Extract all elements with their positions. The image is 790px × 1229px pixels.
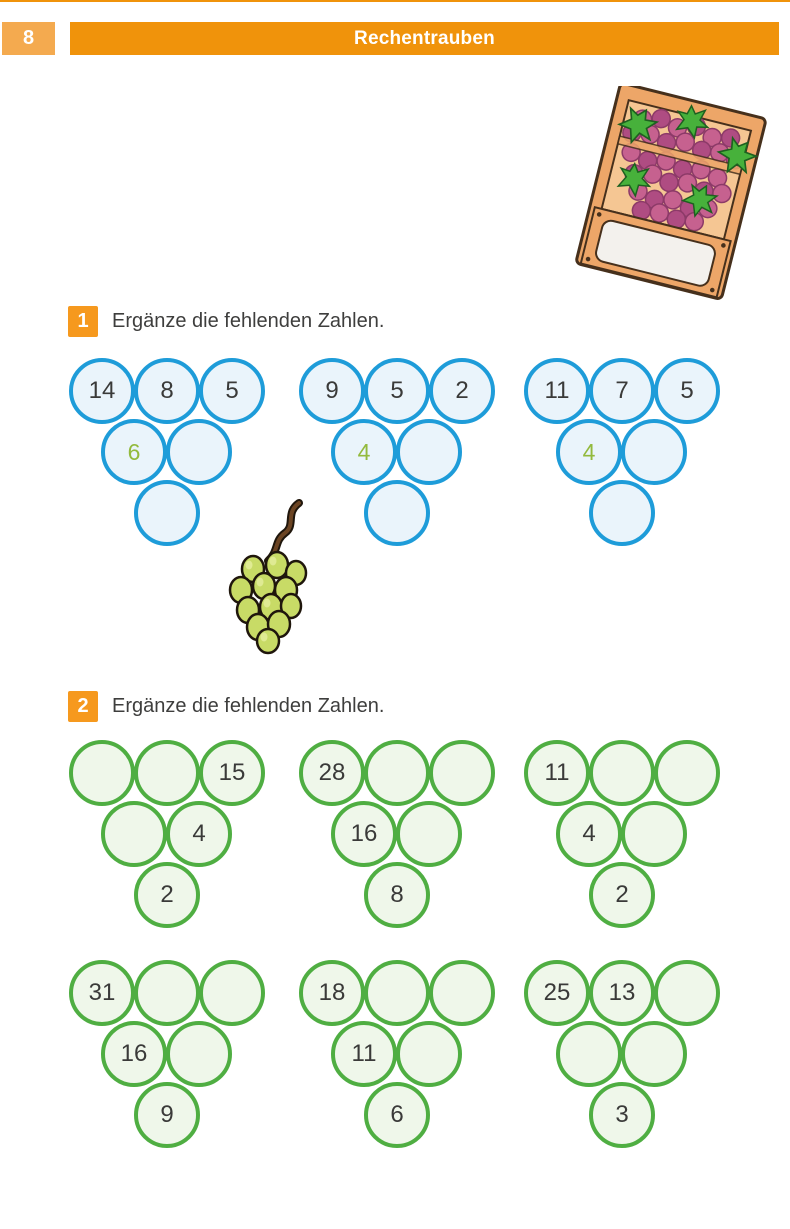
cell-value: 11	[544, 377, 570, 404]
pyramid-cell	[589, 358, 655, 424]
pyramid-cell	[589, 960, 655, 1026]
pyramid-cell	[134, 960, 200, 1026]
green-pyramid-3	[524, 740, 720, 928]
pyramid-cell	[69, 740, 135, 806]
green-pyramid-4	[69, 960, 265, 1148]
pyramid-cell	[621, 801, 687, 867]
cell-value: 6	[390, 1101, 404, 1128]
pyramid-cell	[69, 960, 135, 1026]
pyramid-cell	[364, 358, 430, 424]
exercise-2-number-badge: 2	[68, 691, 98, 722]
pyramid-cell	[331, 419, 397, 485]
pyramid-cell	[396, 1021, 462, 1087]
cell-value: 7	[615, 377, 629, 404]
cell-value: 13	[608, 979, 636, 1006]
pyramid-cell	[101, 801, 167, 867]
exercise-2-instruction: Ergänze die fehlenden Zahlen.	[112, 695, 385, 717]
cell-value: 5	[390, 377, 404, 404]
blue-pyramid-2	[299, 358, 495, 546]
pyramid-cell	[524, 740, 590, 806]
pyramid-cell	[364, 480, 430, 546]
cell-value: 4	[192, 820, 206, 847]
pyramid-cell	[589, 862, 655, 928]
cell-value: 15	[218, 759, 246, 786]
exercise-1-instruction: Ergänze die fehlenden Zahlen.	[112, 310, 385, 332]
cell-value: 5	[680, 377, 694, 404]
pyramid-cell	[199, 740, 265, 806]
cell-value: 8	[160, 377, 174, 404]
pyramid-cell	[589, 480, 655, 546]
pyramid-cell	[101, 1021, 167, 1087]
green-pyramid-6	[524, 960, 720, 1148]
cell-value: 2	[615, 881, 629, 908]
pyramid-cell	[134, 358, 200, 424]
pyramid-cell	[654, 740, 720, 806]
pyramid-cell	[364, 1082, 430, 1148]
page-title: Rechentrauben	[354, 27, 495, 49]
pyramid-cell	[524, 358, 590, 424]
cell-value: 9	[160, 1101, 174, 1128]
pyramid-cell	[429, 960, 495, 1026]
pyramid-cell	[299, 960, 365, 1026]
cell-value: 18	[318, 979, 346, 1006]
pyramid-cell	[331, 1021, 397, 1087]
pyramid-cell	[589, 740, 655, 806]
handwritten-answer: 4	[357, 438, 371, 465]
cell-value: 8	[390, 881, 404, 908]
pyramid-cell	[429, 358, 495, 424]
green-pyramid-1	[69, 740, 265, 928]
pyramid-cell	[396, 419, 462, 485]
pyramid-cell	[134, 740, 200, 806]
handwritten-answer: 4	[582, 438, 596, 465]
pyramid-cell	[134, 1082, 200, 1148]
pyramid-cell	[589, 1082, 655, 1148]
pyramid-cell	[364, 862, 430, 928]
pyramid-cell	[299, 358, 365, 424]
cell-value: 11	[351, 1040, 377, 1067]
cell-value: 31	[88, 979, 116, 1006]
grape-crate-illustration	[550, 86, 790, 304]
cell-value: 5	[225, 377, 239, 404]
pyramid-cell	[429, 740, 495, 806]
pyramid-cell	[524, 960, 590, 1026]
blue-pyramid-3	[524, 358, 720, 546]
handwritten-answer: 6	[127, 438, 141, 465]
pyramid-cell	[396, 801, 462, 867]
pyramid-cell	[101, 419, 167, 485]
cell-value: 16	[120, 1040, 148, 1067]
pyramid-cell	[166, 419, 232, 485]
pyramid-cell	[654, 960, 720, 1026]
green-pyramid-2	[299, 740, 495, 928]
top-border-line	[0, 0, 790, 2]
green-pyramid-5	[299, 960, 495, 1148]
exercise-1-number-badge: 1	[68, 306, 98, 337]
cell-value: 25	[543, 979, 571, 1006]
pyramid-cell	[621, 419, 687, 485]
pyramid-cell	[556, 419, 622, 485]
cell-value: 2	[160, 881, 174, 908]
cell-value: 14	[88, 377, 116, 404]
cell-value: 3	[615, 1101, 629, 1128]
pyramid-cell	[621, 1021, 687, 1087]
pyramid-cell	[199, 358, 265, 424]
pyramid-cell	[556, 801, 622, 867]
pyramid-cell	[69, 358, 135, 424]
pyramid-cell	[299, 740, 365, 806]
pyramid-cell	[556, 1021, 622, 1087]
pyramid-cell	[166, 1021, 232, 1087]
cell-value: 11	[544, 759, 570, 786]
pyramid-cell	[364, 740, 430, 806]
pyramid-cell	[331, 801, 397, 867]
cell-value: 28	[318, 759, 346, 786]
cell-value: 4	[582, 820, 596, 847]
page-number-box	[2, 22, 55, 55]
pyramid-cell	[654, 358, 720, 424]
cell-value: 2	[455, 377, 469, 404]
cell-value: 16	[350, 820, 378, 847]
pyramid-cell	[364, 960, 430, 1026]
grape-bunch-illustration	[215, 495, 325, 655]
pyramid-cell	[134, 480, 200, 546]
pyramid-cell	[166, 801, 232, 867]
page-number: 8	[22, 27, 35, 49]
cell-value: 9	[325, 377, 339, 404]
header-bar	[70, 22, 779, 55]
pyramid-cell	[134, 862, 200, 928]
pyramid-cell	[199, 960, 265, 1026]
